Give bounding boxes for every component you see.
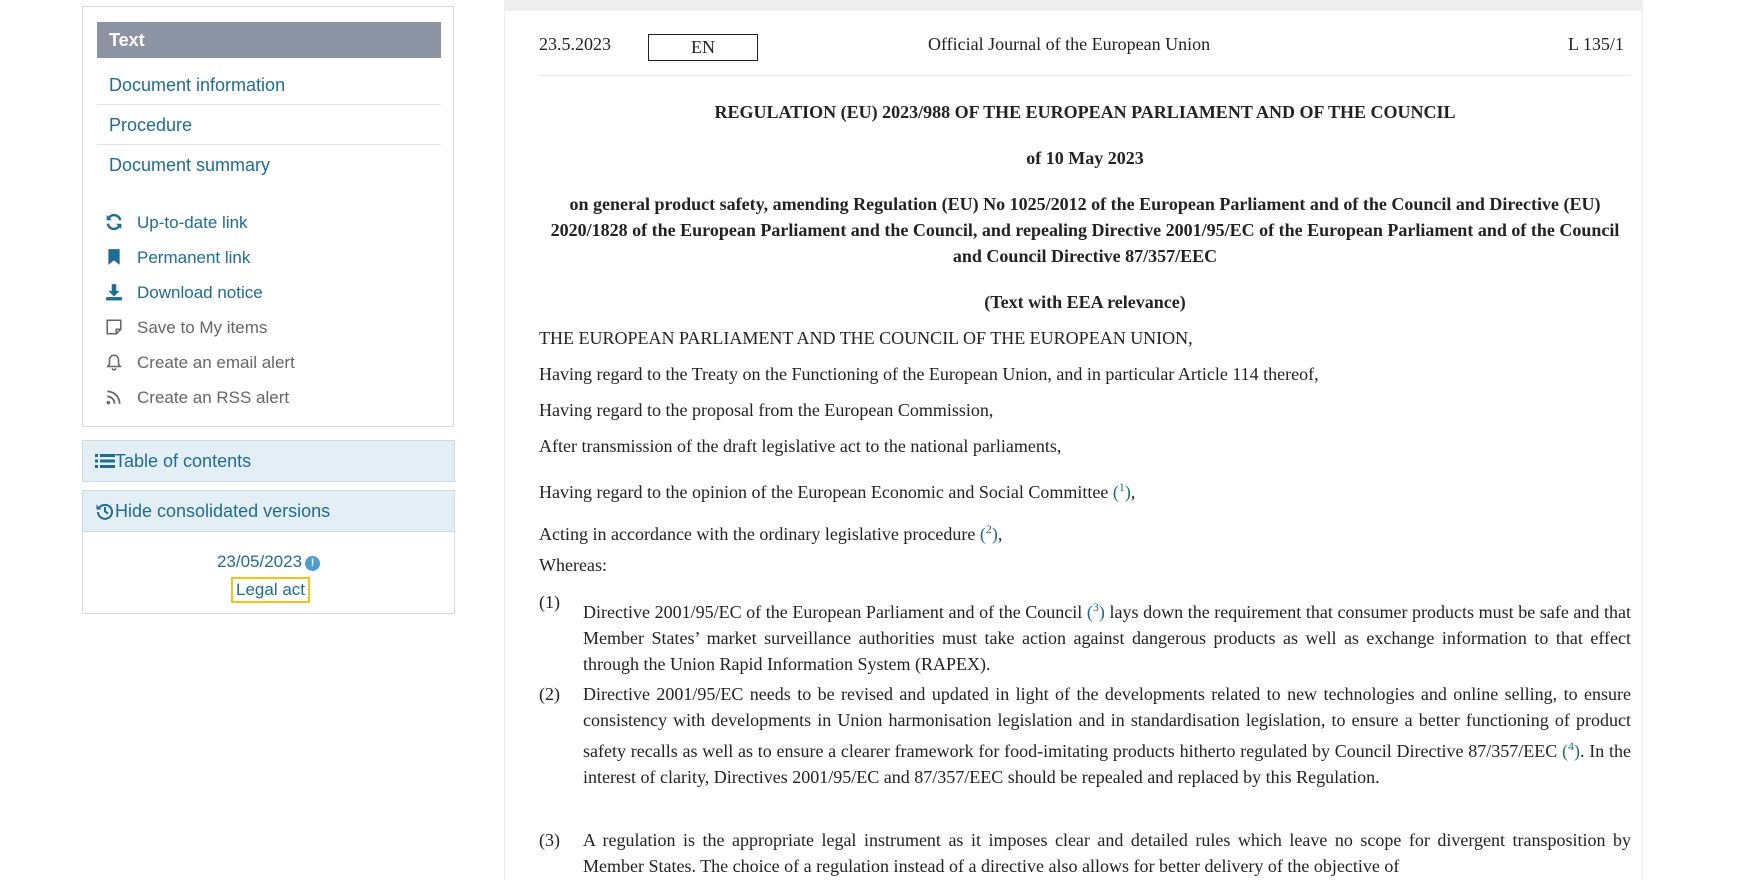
citation-procedure-text: Acting in accordance with the ordinary legislative procedure [539, 524, 980, 544]
create-email-alert-label: Create an email alert [137, 353, 295, 372]
document-title: REGULATION (EU) 2023/988 OF THE EUROPEAN PARLIAMENT AND OF THE COUNCIL [714, 102, 1456, 122]
footnote-link-4[interactable]: ($^4$) [1562, 739, 1581, 761]
publication-date: 23.5.2023 [539, 34, 611, 54]
recital-2 [583, 681, 1631, 790]
citation-proposal: Having regard to the proposal from the European Commission, [539, 400, 994, 420]
list-icon [95, 452, 115, 470]
table-of-contents-label: Table of contents [115, 451, 252, 471]
create-rss-alert-label: Create an RSS alert [137, 388, 290, 407]
footnote-number: 3 [1092, 600, 1099, 614]
citation-procedure [539, 516, 1002, 547]
permanent-link-label: Permanent link [137, 248, 251, 267]
download-icon [105, 283, 123, 301]
table-of-contents-toggle[interactable] [82, 440, 455, 482]
footnote-number: 1 [1118, 480, 1125, 494]
recital-1 [583, 594, 1631, 677]
footnote-number: 2 [985, 522, 992, 536]
journal-reference: L 135/1 [1568, 34, 1624, 54]
consolidated-versions-panel [82, 532, 455, 614]
nav-document-information[interactable]: Document information [97, 65, 441, 105]
version-date-row [83, 552, 454, 572]
recital-number: (2) [539, 684, 560, 704]
recital-number: (1) [539, 592, 560, 612]
document-date: of 10 May 2023 [1026, 148, 1144, 168]
bookmark-icon [105, 248, 123, 266]
whereas-heading: Whereas: [539, 555, 607, 575]
legal-act-link[interactable]: Legal act [231, 577, 310, 603]
journal-name: Official Journal of the European Union [928, 34, 1211, 54]
up-to-date-link-label: Up-to-date link [137, 213, 248, 232]
language-selector[interactable]: EN [648, 34, 758, 61]
recital-2-text-b: . In the interest of clarity, Directives 2001/95/EC and 87/357/EEC should be repealed and replaced by this Regulation. [583, 741, 1632, 787]
preamble-intro: THE EUROPEAN PARLIAMENT AND THE COUNCIL OF THE EUROPEAN UNION, [539, 328, 1193, 348]
footnote-link-3[interactable]: ($^3$) [1086, 600, 1105, 622]
citation-transmission: After transmission of the draft legislative act to the national parliaments, [539, 436, 1062, 456]
download-notice-label: Download notice [137, 283, 263, 302]
history-icon [95, 502, 115, 520]
eea-relevance: (Text with EEA relevance) [984, 292, 1186, 312]
footnote-link-1[interactable]: ($^1$) [1112, 480, 1131, 502]
citation-treaty: Having regard to the Treaty on the Functioning of the European Union, and in particular Article 114 thereof, [539, 364, 1319, 384]
citation-opinion [539, 474, 1135, 505]
refresh-icon [105, 213, 123, 231]
note-icon [105, 318, 123, 336]
recital-2-text-a: Directive 2001/95/EC needs to be revised and updated in light of the developments related to new technologies and online selling, to ensure consistency with developments in Union harmonisation legislation and in standardisation legislation, to ensure a better functioning of product safety recalls as well as to ensure a clearer framework for food-imitating products hitherto regulated by Council Directive 87/357/EEC [583, 684, 1631, 761]
document-sidebar [82, 6, 454, 427]
recital-1-text-b: lays down the requirement that consumer products must be safe and that Member States’ market surveillance authorities must take action against dangerous products as well as exchange information to that effect through the Union Rapid Information System (RAPEX). [583, 602, 1631, 674]
footnote-link-2[interactable]: ($^2$) [979, 522, 998, 544]
download-notice[interactable] [105, 280, 263, 306]
create-email-alert[interactable] [105, 350, 295, 376]
info-icon[interactable]: ! [305, 556, 320, 571]
version-date[interactable]: 23/05/2023 [216, 552, 303, 571]
nav-document-summary[interactable]: Document summary [109, 155, 271, 175]
recital-number: (3) [539, 830, 560, 850]
footnote-number: 4 [1568, 739, 1575, 753]
create-rss-alert[interactable] [105, 385, 290, 411]
save-to-my-items[interactable] [105, 315, 268, 341]
citation-opinion-text: Having regard to the opinion of the European Economic and Social Committee [539, 482, 1113, 502]
save-to-my-items-label: Save to My items [137, 318, 268, 337]
hide-consolidated-versions-label: Hide consolidated versions [115, 501, 331, 521]
tab-text[interactable]: Text [97, 22, 441, 58]
document-top-strip [504, 0, 1643, 11]
rss-icon [105, 388, 123, 406]
nav-procedure[interactable]: Procedure [97, 105, 441, 145]
header-divider [539, 75, 1631, 76]
up-to-date-link[interactable] [105, 210, 248, 236]
permanent-link[interactable] [105, 245, 251, 271]
document-subject: on general product safety, amending Regulation (EU) No 1025/2012 of the European Parliament and of the Council and Directive (EU) 2020/1828 of the European Parliament and the Council, and repealing Directive 2001/95/EC of the European Parliament and of the Council and Council Directive 87/357/EEC [550, 194, 1620, 266]
recital-1-text-a: Directive 2001/95/EC of the European Parliament and of the Council [583, 602, 1087, 622]
recital-3: A regulation is the appropriate legal instrument as it imposes clear and detailed rules which leave no scope for divergent transposition by Member States. The choice of a regulation instead of a directive also allows for better delivery of the objective of [583, 830, 1631, 876]
bell-icon [105, 353, 123, 371]
punctuation: , [1130, 482, 1136, 502]
hide-consolidated-versions-toggle[interactable] [82, 490, 455, 532]
punctuation: , [997, 524, 1003, 544]
